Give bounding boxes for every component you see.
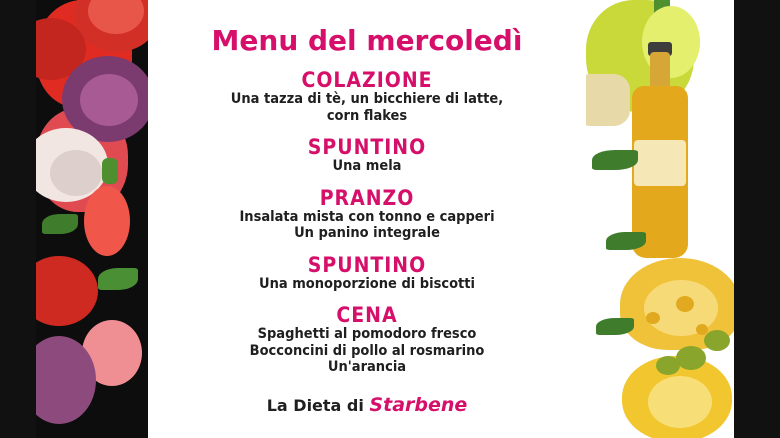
meal-item: Bocconcini di pollo al rosmarino <box>249 342 485 359</box>
menu-card <box>36 0 734 438</box>
meal-item: Insalata mista con tonno e capperi <box>239 208 495 225</box>
lemon-highlight-icon <box>648 376 712 428</box>
vegetable-collage-right <box>586 0 734 438</box>
garlic-highlight-icon <box>50 150 102 196</box>
onion-highlight-icon <box>80 74 138 126</box>
brand-footer <box>148 394 586 416</box>
basil-leaf-icon <box>98 268 138 290</box>
meal-item: Spaghetti al pomodoro fresco <box>257 326 477 343</box>
meal-heading: SPUNTINO <box>307 135 427 160</box>
brand-name: Starbene <box>369 393 468 416</box>
oil-bottle-label-icon <box>634 140 686 186</box>
meal-item: Un'arancia <box>327 359 407 376</box>
footer-prefix: La Dieta di <box>266 395 370 415</box>
meal-heading: SPUNTINO <box>307 252 427 277</box>
meal-heading: COLAZIONE <box>301 68 433 92</box>
cheese-hole-icon <box>676 296 694 312</box>
meal-item: Un panino integrale <box>294 225 440 242</box>
meal-heading: PRANZO <box>319 185 415 210</box>
olive-leaf-icon <box>606 232 646 250</box>
vegetable-collage-left <box>36 0 148 438</box>
tomato-icon <box>36 256 98 326</box>
meal-section-colazione <box>148 69 586 124</box>
bread-icon <box>586 74 630 126</box>
basil-leaf-icon <box>42 214 78 234</box>
meal-section-spuntino-mattina <box>148 136 586 175</box>
olive-leaf-icon <box>596 318 634 335</box>
meal-section-pranzo <box>148 187 586 242</box>
meal-item: Una mela <box>332 158 402 175</box>
pepper-stem-icon <box>102 158 118 184</box>
right-dark-margin <box>734 0 780 438</box>
olive-leaf-icon <box>592 150 638 170</box>
olive-icon <box>704 330 730 351</box>
meal-item: Una monoporzione di biscotti <box>258 275 476 292</box>
left-dark-margin <box>0 0 36 438</box>
meal-section-cena <box>148 304 586 376</box>
meal-item: corn flakes <box>326 107 408 124</box>
page-title: Menu del mercoledì <box>211 24 523 57</box>
olive-icon <box>676 346 706 370</box>
meal-heading: CENA <box>336 303 398 328</box>
cheese-hole-icon <box>646 312 660 324</box>
menu-content <box>148 0 586 438</box>
olive-icon <box>656 356 680 375</box>
meal-item: Una tazza di tè, un bicchiere di latte, <box>230 91 504 108</box>
meal-section-spuntino-pomeriggio <box>148 254 586 293</box>
red-pepper-highlight-icon <box>84 186 130 256</box>
